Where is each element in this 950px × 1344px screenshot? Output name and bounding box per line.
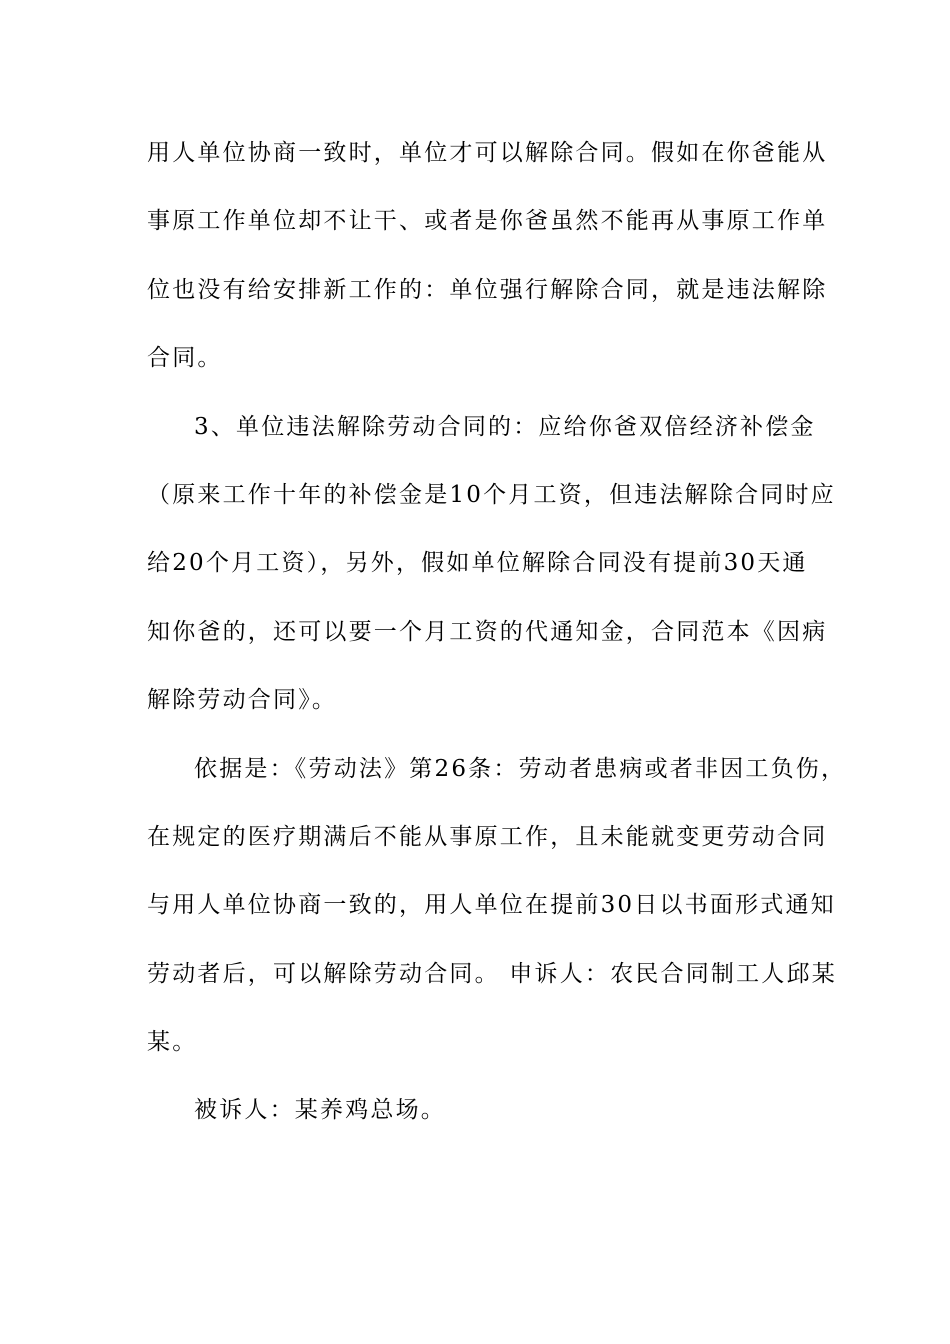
text-line-14: 某。 bbox=[147, 1029, 198, 1056]
text-line-2: 事原工作单位却不让干、或者是你爸虽然不能再从事原工作单 bbox=[147, 208, 828, 235]
text-line-13: 劳动者后，可以解除劳动合同。 申诉人：农民合同制工人邱某 bbox=[147, 960, 837, 987]
text-line-7: 给20个月工资），另外，假如单位解除合同没有提前30天通 bbox=[147, 550, 808, 577]
text-line-11: 在规定的医疗期满后不能从事原工作，且未能就变更劳动合同 bbox=[147, 823, 828, 850]
text-line-4: 合同。 bbox=[147, 345, 223, 372]
text-line-15: 被诉人：某养鸡总场。 bbox=[194, 1097, 446, 1124]
text-line-8: 知你爸的，还可以要一个月工资的代通知金，合同范本《因病 bbox=[147, 618, 828, 645]
text-line-5: 3、单位违法解除劳动合同的：应给你爸双倍经济补偿金 bbox=[194, 413, 816, 440]
text-line-1: 用人单位协商一致时，单位才可以解除合同。假如在你爸能从 bbox=[147, 140, 828, 166]
text-line-10: 依据是：《劳动法》第26条：劳动者患病或者非因工负伤， bbox=[194, 755, 847, 782]
text-line-9: 解除劳动合同》。 bbox=[147, 687, 338, 714]
text-line-3: 位也没有给安排新工作的：单位强行解除合同，就是违法解除 bbox=[147, 276, 828, 303]
text-line-6: （原来工作十年的补偿金是10个月工资，但违法解除合同时应 bbox=[147, 481, 836, 508]
body-text bbox=[147, 128, 847, 1154]
text-line-12: 与用人单位协商一致的，用人单位在提前30日以书面形式通知 bbox=[147, 892, 836, 919]
